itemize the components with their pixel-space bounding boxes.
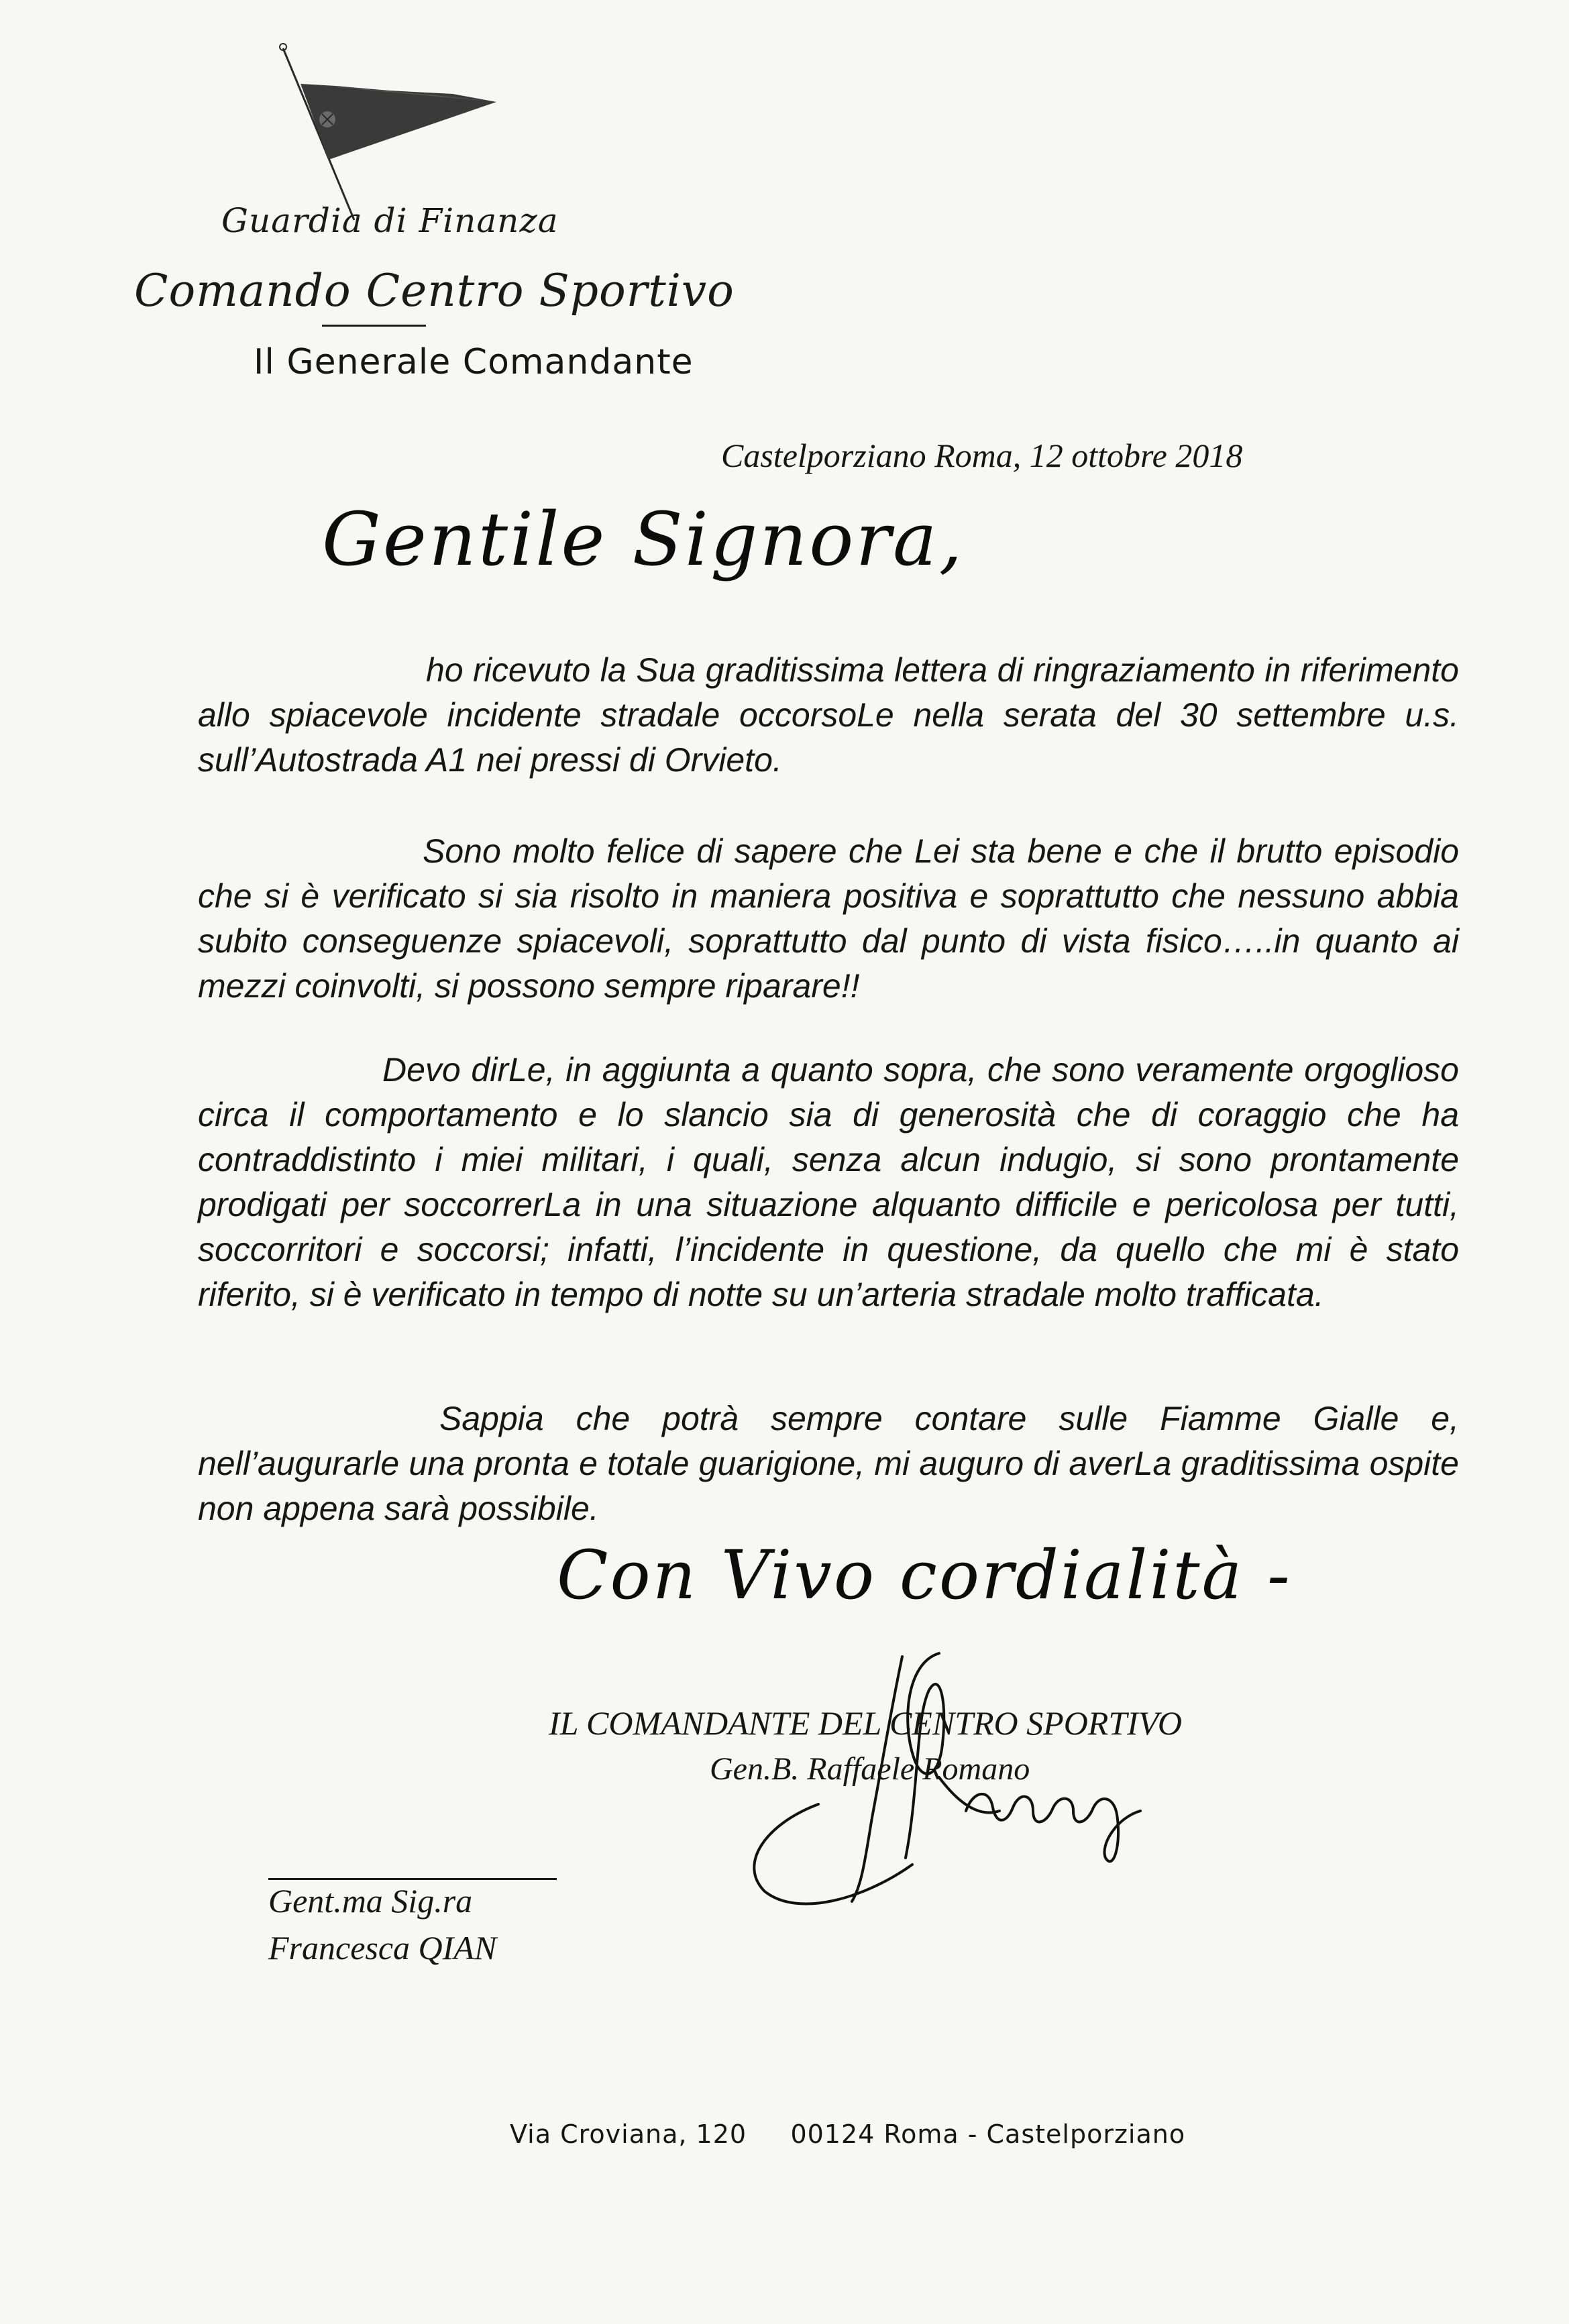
org-name-line2: Comando Centro Sportivo — [134, 265, 735, 317]
body-paragraph-2: Sono molto felice di sapere che Lei sta bene e che il brutto episodio che si è verificato si sia risolto in maniera positiva e soprattutto che nessuno abbia subito conseguenze spiacevoli, soprattutto dal punto di vista fisico…..in quanto ai mezzi coinvolti, si possono sempre riparare!! — [198, 832, 1459, 1005]
recipient-name: Francesca QIAN — [268, 1929, 497, 1967]
signatory-name: Gen.B. Raffaele Romano — [710, 1751, 1030, 1787]
salutation: Gentile Signora, — [322, 496, 965, 582]
footer-address: Via Croviana, 120 00124 Roma - Castelporziano — [510, 2119, 1186, 2149]
signatory-role: IL COMANDANTE DEL CENTRO SPORTIVO — [549, 1704, 1182, 1742]
body-paragraph-3: Devo dirLe, in aggiunta a quanto sopra, che sono veramente orgoglioso circa il comportamento e lo slancio sia di generosità che di coraggio che ha contraddistinto i miei militari, i quali, senza alcun indugio, si sono prontamente prodigati per soccorrerLa in una situazione alquanto difficile e pericolosa per tutti, soccorritori e soccorsi; infatti, l’incidente in questione, da quello che mi è stato riferito, si è verificato in tempo di notte su un’arteria stradale molto trafficata. — [198, 1051, 1459, 1313]
recipient-divider — [268, 1878, 557, 1880]
letterhead-title: Il Generale Comandante — [254, 342, 694, 382]
letter-date: Castelporziano Roma, 12 ottobre 2018 — [721, 437, 1243, 474]
pennant-flag-icon — [275, 34, 557, 228]
letterhead-divider — [322, 325, 426, 327]
org-name-line1: Guardia di Finanza — [221, 201, 559, 240]
closing-greeting: Con Vivo cordialità - — [557, 1536, 1292, 1614]
recipient-salutation: Gent.ma Sig.ra — [268, 1882, 473, 1920]
body-paragraph-4: Sappia che potrà sempre contare sulle Fiamme Gialle e, nell’augurarle una pronta e totale guarigione, mi auguro di averLa graditissima ospite non appena sarà possibile. — [198, 1400, 1459, 1527]
body-paragraph-1: ho ricevuto la Sua graditissima lettera di ringraziamento in riferimento allo spiacevole incidente stradale occorsoLe nella serata del 30 settembre u.s. sull’Autostrada A1 nei pressi di Orvieto. — [198, 651, 1459, 779]
handwritten-signature — [738, 1643, 1221, 1925]
